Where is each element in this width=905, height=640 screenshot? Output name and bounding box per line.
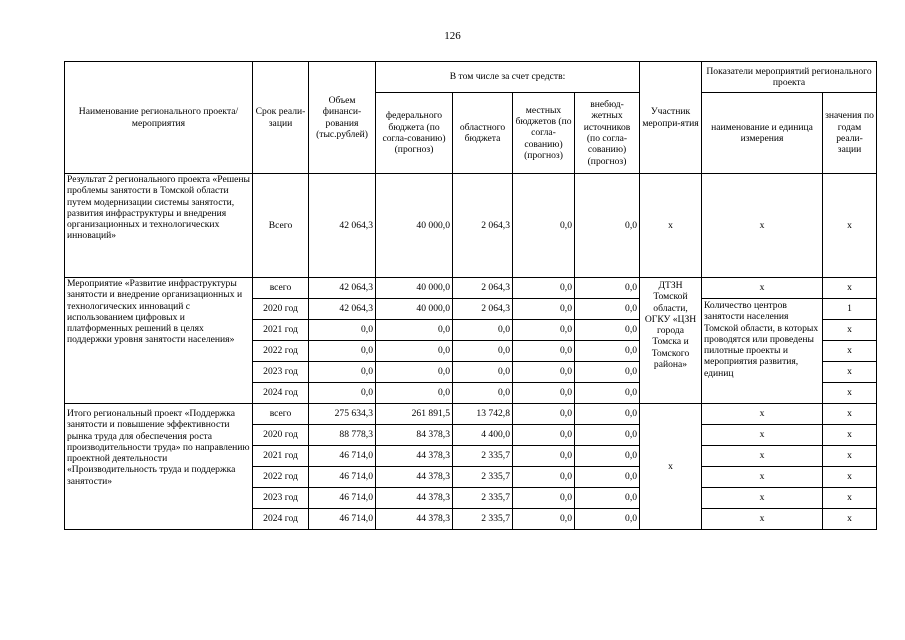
total-regional: 2 335,7: [453, 509, 513, 530]
total-term: 2020 год: [253, 425, 309, 446]
measure-term: 2022 год: [253, 341, 309, 362]
total-indicator-name: х: [702, 404, 823, 425]
header-local: местных бюджетов (по согла-сованию) (прогноз): [513, 93, 575, 174]
measure-indicator-name: Количество центров занятости населения Томской области, в которых проводятся или проведены пилотные проекты и мероприятия развития, единиц: [702, 299, 823, 404]
header-indicator-values: значения по годам реали-зации: [823, 93, 877, 174]
measure-federal: 0,0: [376, 383, 453, 404]
total-local: 0,0: [513, 488, 575, 509]
total-local: 0,0: [513, 404, 575, 425]
measure-extra: 0,0: [575, 278, 640, 299]
measure-local: 0,0: [513, 341, 575, 362]
total-term: 2021 год: [253, 446, 309, 467]
total-extra: 0,0: [575, 467, 640, 488]
header-indicators-group: Показатели мероприятий регионального проекта: [702, 62, 877, 93]
measure-extra: 0,0: [575, 383, 640, 404]
measure-local: 0,0: [513, 362, 575, 383]
measure-term: всего: [253, 278, 309, 299]
total-indicator-name: х: [702, 488, 823, 509]
measure-indicator-value: х: [823, 320, 877, 341]
measure-regional: 2 064,3: [453, 299, 513, 320]
measure-volume: 0,0: [309, 383, 376, 404]
measure-term: 2020 год: [253, 299, 309, 320]
measure-term: 2023 год: [253, 362, 309, 383]
measure-volume: 0,0: [309, 320, 376, 341]
result-volume: 42 064,3: [309, 174, 376, 278]
measure-regional: 2 064,3: [453, 278, 513, 299]
measure-local: 0,0: [513, 278, 575, 299]
header-extra: внебюд-жетных источников (по согла-сованию) (прогноз): [575, 93, 640, 174]
total-indicator-name: х: [702, 446, 823, 467]
total-local: 0,0: [513, 446, 575, 467]
measure-federal: 40 000,0: [376, 299, 453, 320]
total-volume: 46 714,0: [309, 446, 376, 467]
total-indicator-name: х: [702, 425, 823, 446]
total-volume: 46 714,0: [309, 488, 376, 509]
measure-federal: 0,0: [376, 341, 453, 362]
header-volume: Объем финанси-рования (тыс.рублей): [309, 62, 376, 174]
result-indicator-name: х: [702, 174, 823, 278]
measure-volume: 0,0: [309, 341, 376, 362]
result-name: Результат 2 регионального проекта «Решены проблемы занятости в Томской области путем модернизации системы занятости, развития инфраструктуры и внедрения организационных и технологических инноваций»: [65, 174, 253, 278]
total-federal: 44 378,3: [376, 446, 453, 467]
measure-federal: 0,0: [376, 320, 453, 341]
measure-volume: 0,0: [309, 362, 376, 383]
measure-indicator-value: х: [823, 341, 877, 362]
total-federal: 261 891,5: [376, 404, 453, 425]
measure-term: 2021 год: [253, 320, 309, 341]
measure-extra: 0,0: [575, 320, 640, 341]
total-indicator-value: х: [823, 425, 877, 446]
total-volume: 88 778,3: [309, 425, 376, 446]
total-regional: 2 335,7: [453, 488, 513, 509]
measure-indicator-value: х: [823, 278, 877, 299]
total-local: 0,0: [513, 467, 575, 488]
measure-local: 0,0: [513, 299, 575, 320]
measure-term: 2024 год: [253, 383, 309, 404]
header-federal: федерального бюджета (по согла-сованию) (прогноз): [376, 93, 453, 174]
measure-extra: 0,0: [575, 299, 640, 320]
total-local: 0,0: [513, 509, 575, 530]
result-indicator-value: х: [823, 174, 877, 278]
header-regional: областного бюджета: [453, 93, 513, 174]
page-number: 126: [444, 30, 461, 42]
result-participant: х: [640, 174, 702, 278]
total-indicator-value: х: [823, 509, 877, 530]
total-federal: 44 378,3: [376, 509, 453, 530]
total-regional: 2 335,7: [453, 467, 513, 488]
total-participant: х: [640, 404, 702, 530]
header-indicator-name: наименование и единица измерения: [702, 93, 823, 174]
measure-regional: 0,0: [453, 362, 513, 383]
total-extra: 0,0: [575, 404, 640, 425]
result-regional: 2 064,3: [453, 174, 513, 278]
budget-table: [64, 61, 877, 530]
measure-participant: ДТЗН Томской области, ОГКУ «ЦЗН города Томска и Томского района»: [640, 278, 702, 404]
table-row: [65, 404, 877, 425]
result-term: Всего: [253, 174, 309, 278]
measure-indicator-name-total: х: [702, 278, 823, 299]
total-extra: 0,0: [575, 446, 640, 467]
total-term: 2022 год: [253, 467, 309, 488]
total-local: 0,0: [513, 425, 575, 446]
total-regional: 4 400,0: [453, 425, 513, 446]
total-regional: 2 335,7: [453, 446, 513, 467]
header-funds-group: В том числе за счет средств:: [376, 62, 640, 93]
total-name: Итого региональный проект «Поддержка занятости и повышение эффективности рынка труда для обеспечения роста производительности труда» по направлению проектной деятельности «Производительность труда и поддержка занятости»: [65, 404, 253, 530]
measure-local: 0,0: [513, 320, 575, 341]
measure-extra: 0,0: [575, 362, 640, 383]
total-term: всего: [253, 404, 309, 425]
measure-indicator-value: 1: [823, 299, 877, 320]
measure-federal: 40 000,0: [376, 278, 453, 299]
total-term: 2024 год: [253, 509, 309, 530]
measure-local: 0,0: [513, 383, 575, 404]
total-volume: 46 714,0: [309, 509, 376, 530]
result-local: 0,0: [513, 174, 575, 278]
measure-volume: 42 064,3: [309, 278, 376, 299]
total-indicator-value: х: [823, 446, 877, 467]
header-name: Наименование регионального проекта/ мероприятия: [65, 62, 253, 174]
total-indicator-value: х: [823, 488, 877, 509]
measure-regional: 0,0: [453, 320, 513, 341]
total-federal: 44 378,3: [376, 488, 453, 509]
measure-indicator-value: х: [823, 362, 877, 383]
result-row: [65, 174, 877, 278]
result-federal: 40 000,0: [376, 174, 453, 278]
total-extra: 0,0: [575, 425, 640, 446]
total-extra: 0,0: [575, 488, 640, 509]
total-indicator-name: х: [702, 509, 823, 530]
total-volume: 46 714,0: [309, 467, 376, 488]
measure-extra: 0,0: [575, 341, 640, 362]
total-federal: 44 378,3: [376, 467, 453, 488]
result-extra: 0,0: [575, 174, 640, 278]
total-indicator-name: х: [702, 467, 823, 488]
measure-regional: 0,0: [453, 341, 513, 362]
measure-regional: 0,0: [453, 383, 513, 404]
total-regional: 13 742,8: [453, 404, 513, 425]
header-term: Срок реали-зации: [253, 62, 309, 174]
total-federal: 84 378,3: [376, 425, 453, 446]
table-row: [65, 278, 877, 299]
header-participant: Участник меропри-ятия: [640, 62, 702, 174]
total-volume: 275 634,3: [309, 404, 376, 425]
total-term: 2023 год: [253, 488, 309, 509]
measure-indicator-value: х: [823, 383, 877, 404]
total-indicator-value: х: [823, 404, 877, 425]
measure-volume: 42 064,3: [309, 299, 376, 320]
measure-name: Мероприятие «Развитие инфраструктуры занятости и внедрение организационных и технологических инноваций с использованием цифровых и платформенных решений в целях поддержки уровня занятости населения»: [65, 278, 253, 404]
measure-federal: 0,0: [376, 362, 453, 383]
total-indicator-value: х: [823, 467, 877, 488]
total-extra: 0,0: [575, 509, 640, 530]
